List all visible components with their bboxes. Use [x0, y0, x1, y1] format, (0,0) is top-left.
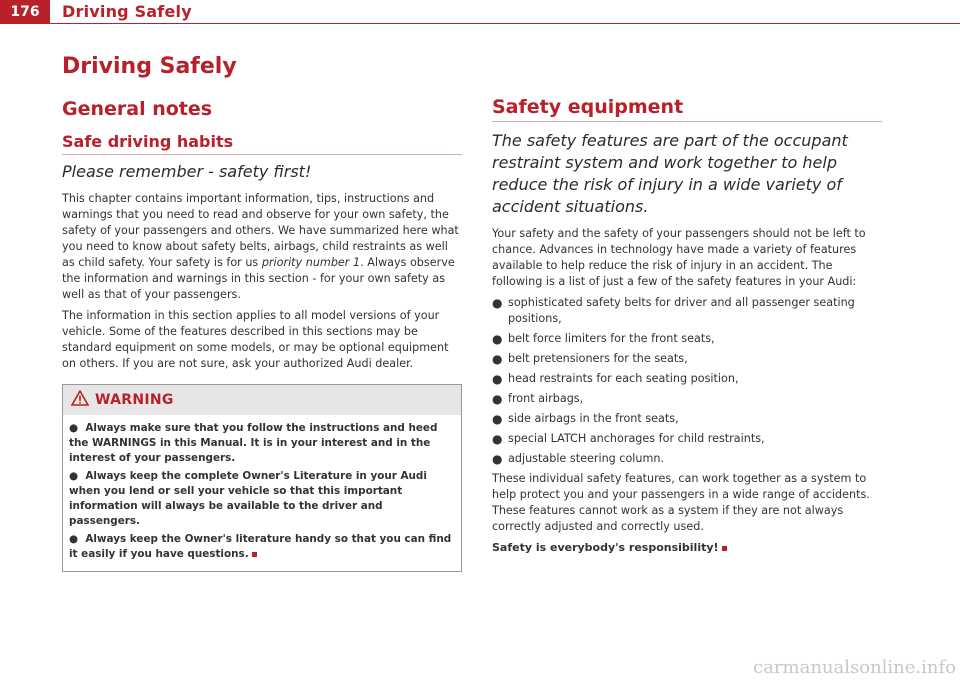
warning-title: WARNING	[95, 392, 174, 408]
warning-item: ● Always keep the Owner's literature handy so that you can find it easily if you have questions.	[69, 533, 452, 560]
left-column	[62, 98, 462, 572]
list-item: ● side airbags in the front seats,	[492, 412, 679, 426]
safety-lead-text: The safety features are part of the occupant restraint system and work together to help reduce the risk of injury in a wide variety of accident situations.	[492, 131, 848, 216]
end-of-section-mark-icon	[252, 552, 257, 557]
page-number: 176	[0, 0, 50, 24]
safety-paragraph-2: These individual safety features, can work together as a system to help protect you and your passengers in a wide range of accidents. These features cannot work as a system if they are not always correctly adjusted and correctly used.	[492, 472, 870, 533]
list-item: ● front airbags,	[492, 392, 584, 406]
right-body	[492, 226, 882, 556]
list-item: ● adjustable steering column.	[492, 452, 665, 466]
warning-box	[62, 384, 462, 572]
running-header-title: Driving Safely	[62, 2, 192, 21]
warning-header	[63, 385, 461, 415]
closing-statement: Safety is everybody's responsibility!	[492, 540, 882, 556]
watermark: carmanualsonline.info	[753, 657, 956, 678]
list-item: ● special LATCH anchorages for child restraints,	[492, 432, 765, 446]
list-item: ● head restraints for each seating position,	[492, 372, 739, 386]
warning-item: ● Always keep the complete Owner's Literature in your Audi when you lend or sell your vehicle so that this important information will always be available to the driver and passengers.	[69, 470, 427, 527]
right-column	[492, 96, 882, 556]
warning-triangle-icon	[71, 390, 89, 410]
page-header	[0, 0, 960, 26]
warning-item: ● Always make sure that you follow the instructions and heed the WARNINGS in this Manual. It is in your interest and in the interest of your passengers.	[69, 422, 438, 464]
end-of-section-mark-icon	[722, 546, 727, 551]
subsection-title-safe-driving: Safe driving habits	[62, 132, 234, 151]
list-item: ● belt force limiters for the front seats,	[492, 332, 715, 346]
emphasis-priority: priority number 1	[261, 256, 361, 269]
safety-paragraph-1: Your safety and the safety of your passengers should not be left to chance. Advances in technology have made a variety of features available to help reduce the risk of injury in an accident. The following is a list of just a few of the safety features in your Audi:	[492, 227, 866, 288]
left-body	[62, 191, 462, 372]
paragraph-2: The information in this section applies to all model versions of your vehicle. Some of the features described in this sections may be standard equipment on some models, or may be optional equipment on others. If you are not sure, ask your authorized Audi dealer.	[62, 309, 449, 370]
header-rule	[50, 23, 960, 24]
chapter-title: Driving Safely	[62, 54, 237, 79]
list-item: ● sophisticated safety belts for driver and all passenger seating positions,	[492, 296, 855, 325]
paragraph-1: This chapter contains important information, tips, instructions and warnings that you need to read and observe for your own safety, the safety of your passengers and others. We have summarized here what you need to know about safety belts, airbags, child restraints as well as child safety. Your safety is for us priority number 1. Always observe the information and warnings in this section - for your own safety as well as that of your passengers.	[62, 192, 459, 301]
lead-text: Please remember - safety first!	[62, 162, 312, 181]
list-item: ● belt pretensioners for the seats,	[492, 352, 688, 366]
warning-body	[63, 415, 461, 571]
section-title-general-notes: General notes	[62, 98, 213, 120]
section-title-safety-equipment: Safety equipment	[492, 96, 684, 118]
